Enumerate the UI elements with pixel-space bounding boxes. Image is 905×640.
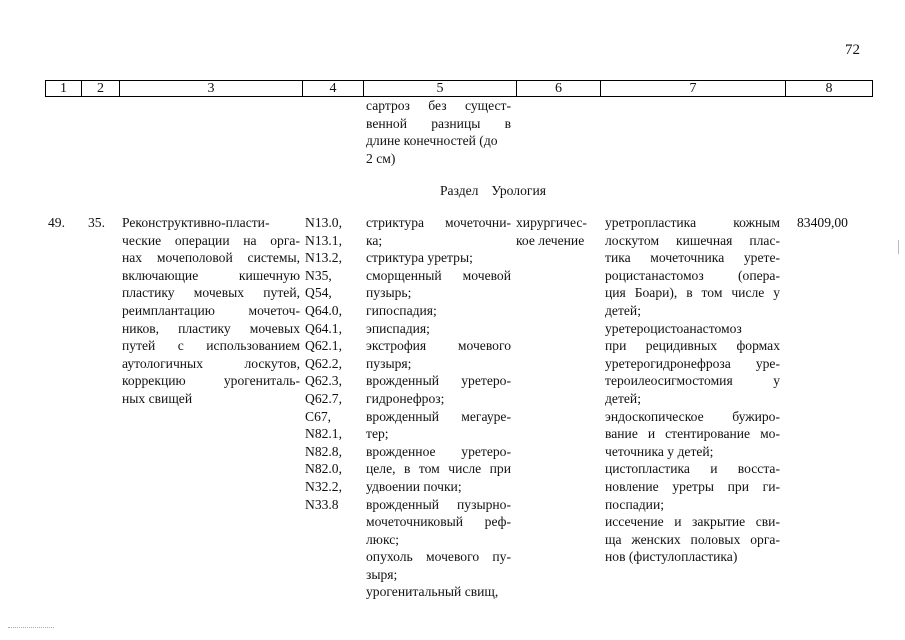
text-line: сартроз без сущест- (366, 98, 511, 113)
text-line: врожденное уретеро- (366, 443, 511, 459)
text-line: врожденный уретеро- (366, 373, 511, 389)
text-line: уретероцистоанастомоз (605, 320, 742, 336)
text-line: пузырь; (366, 285, 412, 301)
text-line: новление уретры при ги- (605, 478, 780, 494)
text-line: целе, в том числе при (366, 461, 511, 477)
text-line: иссечение и закрытие сви- (605, 514, 780, 530)
text-line: экстрофия мочевого (366, 338, 511, 354)
text-line: коррекцию урогениталь- (122, 373, 300, 389)
code-item: Q64.1, (305, 320, 343, 336)
text-line: врожденный пузырно- (366, 496, 511, 512)
text-line: нах мочеполовой системы, (122, 250, 300, 266)
header-cell-7: 7 (601, 81, 786, 96)
text-line: ка; (366, 232, 383, 248)
header-cell-5: 5 (364, 81, 517, 96)
text-line: стриктура мочеточни- (366, 215, 511, 230)
text-line: детей; (605, 390, 641, 406)
code-item: Q62.2, (305, 355, 343, 371)
patient-model-column (366, 214, 511, 601)
code-item: N82.0, (305, 461, 343, 477)
text-line: при рецидивных формах (605, 338, 780, 354)
text-line: тероилеосигмостомия у (605, 373, 780, 389)
text-line: Реконструктивно-пласти- (122, 215, 270, 230)
text-line: кое лечение (516, 232, 585, 248)
text-line: цистопластика и восста- (605, 461, 780, 477)
page-number: 72 (845, 42, 860, 58)
code-item: Q62.7, (305, 390, 343, 406)
code-item: N82.8, (305, 443, 343, 459)
header-cell-6: 6 (517, 81, 601, 96)
text-line: длине конечностей (до (366, 133, 498, 149)
text-line: гипоспадия; (366, 302, 437, 318)
code-item: N13.0, (305, 215, 343, 230)
text-line: ция Боари), в том числе у (605, 285, 780, 301)
header-cell-8: 8 (825, 81, 833, 96)
section-name: Урология (491, 183, 546, 198)
treatment-method-column (605, 214, 780, 566)
header-cell-3: 3 (120, 81, 303, 96)
diagnosis-codes-column (305, 214, 361, 513)
text-line: гидронефроз; (366, 390, 445, 406)
row-number-2: 35. (88, 215, 105, 230)
text-line: венной разницы в (366, 115, 511, 131)
text-line: эндоскопическое бужиро- (605, 408, 780, 424)
table-header-row (45, 80, 873, 97)
text-line: мочеточниковый реф- (366, 514, 511, 530)
text-line: урогенитальный свищ, (366, 584, 499, 600)
text-line: путей с использованием (122, 338, 300, 354)
code-item: Q62.1, (305, 338, 343, 354)
code-item: N32.2, (305, 478, 343, 494)
text-line: люкс; (366, 531, 400, 547)
text-line: эписпадия; (366, 320, 430, 336)
operation-name-column (122, 214, 300, 408)
text-line: четочника у детей; (605, 443, 714, 459)
text-line: ческие операции на орга- (122, 232, 300, 248)
code-item: C67, (305, 408, 332, 424)
text-line: роцистанастомоз (опера- (605, 267, 780, 283)
text-line: аутологичных лоскутов, (122, 355, 300, 371)
text-line: нов (фистулопластика) (605, 549, 738, 565)
header-cell-4: 4 (303, 81, 364, 96)
text-line: ща женских половых орга- (605, 531, 780, 547)
text-line: стриктура уретры; (366, 250, 473, 266)
text-line: тика мочеточника урете- (605, 250, 780, 266)
text-line: опухоль мочевого пу- (366, 549, 511, 565)
header-cell-2: 2 (82, 81, 120, 96)
code-item: N35, (305, 267, 332, 283)
text-line: вание и стентирование мо- (605, 426, 780, 442)
text-line: удвоении почки; (366, 478, 462, 494)
text-line: зыря; (366, 566, 398, 582)
code-item: N33.8 (305, 496, 339, 512)
scan-margin-mark (898, 240, 901, 254)
text-line: лоскутом кишечная плас- (605, 232, 780, 248)
section-heading (440, 183, 559, 199)
code-item: N82.1, (305, 426, 343, 442)
row-number-1: 49. (48, 215, 65, 230)
text-line: хирургичес- (516, 215, 587, 230)
text-line: включающие кишечную (122, 267, 300, 283)
treatment-type-column (516, 214, 587, 249)
header-cell-1: 1 (46, 81, 82, 96)
text-line: уретропластика кожным (605, 215, 780, 230)
text-line: ных свищей (122, 390, 193, 406)
section-word: Раздел (440, 183, 479, 198)
text-line: уретерогидронефроза уре- (605, 355, 780, 371)
cost-value: 83409,00 (797, 215, 848, 230)
text-line: поспадии; (605, 496, 664, 512)
code-item: Q54, (305, 285, 332, 301)
code-item: N13.1, (305, 232, 343, 248)
code-item: N13.2, (305, 250, 343, 266)
text-line: реимплантацию мочеточ- (122, 302, 300, 318)
text-line: пузыря; (366, 355, 412, 371)
text-line: тер; (366, 426, 389, 442)
text-line: ников, пластику мочевых (122, 320, 300, 336)
text-line: 2 см) (366, 150, 396, 166)
text-line: пластику мочевых путей, (122, 285, 300, 301)
scan-artifact-mark (8, 627, 54, 630)
text-line: детей; (605, 302, 641, 318)
code-item: Q64.0, (305, 302, 343, 318)
continuation-models-column (366, 97, 511, 167)
code-item: Q62.3, (305, 373, 343, 389)
text-line: врожденный мегауре- (366, 408, 511, 424)
text-line: сморщенный мочевой (366, 267, 511, 283)
